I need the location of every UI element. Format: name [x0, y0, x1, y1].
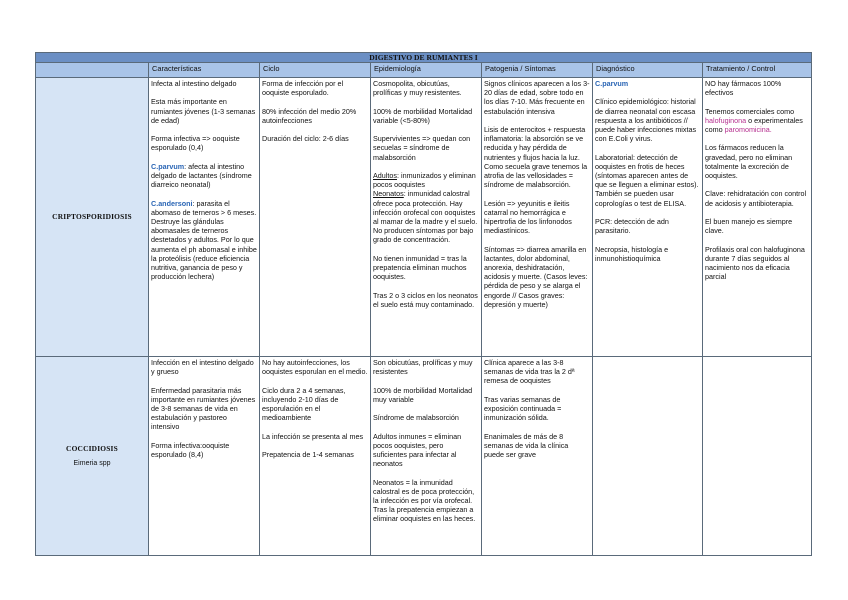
text	[373, 171, 479, 189]
digestive-table	[35, 52, 812, 556]
text: Forma infectiva:ooquiste esporulado (8,4)	[151, 440, 230, 459]
species-name: C.andersoni	[151, 198, 193, 208]
text: Ciclo dura 2 a 4 semanas, incluyendo 2-10 días de esporulación en el medioambiente	[262, 385, 346, 423]
text: Prepatencia de 1-4 semanas	[262, 449, 354, 459]
text: Clave: rehidratación con control de acidosis y antibioterapia.	[705, 189, 807, 208]
row-label-cocci	[36, 357, 149, 556]
text: Forma de infección por el ooquiste esporulado.	[262, 79, 344, 98]
species-name: C.parvum	[595, 79, 629, 88]
text: Clínica aparece a las 3-8 semanas de vida tras la 2 dª remesa de ooquistes	[484, 358, 575, 386]
crypto-diagnostico	[593, 78, 703, 357]
species-name: C.parvum	[151, 161, 185, 171]
cocci-ciclo	[260, 357, 371, 556]
text	[151, 162, 257, 190]
text: Necropsia, histología e inmunohistioquímica	[595, 244, 669, 263]
text	[151, 199, 257, 282]
header-patogenia: Patogenia / Síntomas	[482, 63, 593, 78]
text: Signos clínicos aparecen a los 3-20 días de edad, sobre todo en los días 7-10. Más frecuente en estabulación intensiva	[484, 79, 590, 116]
text: Lesión => yeyunitis e ileitis catarral no hemorrágica e hipertrofia de los linfonodos mediastínicos.	[484, 198, 572, 236]
cocci-tratamiento	[703, 357, 812, 556]
text	[705, 107, 809, 135]
disease-name: CRIPTOSPORIDIOSIS	[52, 212, 132, 222]
text: : afecta al intestino delgado de lactantes (síndrome diarreico neonatal)	[151, 161, 252, 190]
text: o experimentales como	[705, 115, 803, 134]
crypto-patogenia	[482, 78, 593, 357]
header-tratamiento: Tratamiento / Control	[703, 63, 812, 78]
text: Profilaxis oral con halofuginona durante 7 días seguidos al nacimiento nos da eficacia parcial	[705, 244, 805, 282]
underlined-term: Adultos	[373, 170, 397, 180]
text: Forma infectiva => ooquiste esporulado (0,4)	[151, 134, 240, 153]
text: : parasita el abomaso de terneros > 6 meses. Destruye las glándulas abomasales de terneros destetados y adultos. Por lo que aumenta el ph abomasal e inhibe la proteólisis (reduce eficiencia nutritiva, ganancia de peso y producción lechera)	[151, 198, 257, 282]
cocci-patogenia	[482, 357, 593, 556]
text: Los fármacos reducen la gravedad, pero no eliminan totalmente la excreción de ooquistes.	[705, 143, 793, 180]
text: El buen manejo es siempre clave.	[705, 216, 793, 236]
text: 100% de morbilidad Mortalidad variable (<5-80%)	[373, 106, 473, 125]
crypto-tratamiento	[703, 78, 812, 357]
drug-name: halofuginona	[705, 115, 747, 125]
text: 100% de morbilidad Mortalidad muy variable	[373, 385, 473, 404]
text: : inmunidad calostral ofrece poca protección. Hay infección orofecal con ooquistes al mamar de la madre y el suelo. No producen síntomas por bajo grado de concentración.	[373, 189, 478, 245]
text: Duración del ciclo: 2-6 días	[262, 134, 349, 144]
text: La infección se presenta al mes	[262, 431, 364, 441]
table-row	[36, 78, 812, 357]
disease-name: COCCIDIOSIS	[66, 443, 118, 453]
crypto-ciclo	[260, 78, 371, 357]
text: Enfermedad parasitaria más importante en rumiantes jóvenes de 3-8 semanas de vida en estabulación y pastoreo intensivo	[151, 385, 256, 432]
text: Infecta al intestino delgado	[151, 79, 237, 88]
row-label-crypto	[36, 78, 149, 357]
cocci-caracteristicas	[149, 357, 260, 556]
text: Clínico epidemiológico: historial de diarrea neonatal con escasa respuesta a los antibióticos // puede haber infecciones mixtas con E.Coli y virus.	[595, 97, 697, 144]
header-caracteristicas: Características	[149, 63, 260, 78]
text: Neonatos = la inmunidad calostral es de poca protección, la infección es por vía orofecal. Tras la prepatencia empiezan a eliminar ooquistes en las heces.	[373, 477, 476, 524]
cocci-diagnostico	[593, 357, 703, 556]
header-ciclo: Ciclo	[260, 63, 371, 78]
text: : inmunizados y eliminan pocos ooquistes	[373, 170, 476, 190]
text: Síndrome de malabsorción	[373, 413, 459, 423]
corner-header	[36, 63, 149, 78]
header-diagnostico: Diagnóstico	[593, 63, 703, 78]
text: Cosmopolita, obicutúas, prolíficas y muy resistentes.	[373, 79, 462, 98]
disease-genus: Eimeria spp	[73, 460, 111, 467]
text: Enanimales de más de 8 semanas de vida la clínica puede ser grave	[484, 431, 569, 459]
table-title: DIGESTIVO DE RUMIANTES I	[36, 53, 812, 63]
text: Son obicutúas, prolíficas y muy resistentes	[373, 358, 473, 377]
text: PCR: detección de adn parasitario.	[595, 217, 669, 236]
text: Síntomas => diarrea amarilla en lactantes, dolor abdominal, anorexia, deshidratación, acidosis y muerte. (Casos leves: pérdida de peso y se alarga el engorde // Casos graves: depresión y muerte)	[484, 244, 588, 309]
text: Tras varias semanas de exposición continuada = inmunización sólida.	[484, 394, 562, 423]
text: Laboratorial: detección de ooquistes en frotis de heces (síntomas aparecen antes de que se lleguen a eliminar estos). También se pueden usar coprologías o test de ELISA.	[595, 152, 699, 208]
text: Supervivientes => quedan con secuelas = síndrome de malabsorción	[373, 134, 471, 162]
text: Lisis de enterocitos + respuesta inflamatoria: la absorción se ve reducida y hay pérdida de nutrientes y flujos hacia la luz. Como secuela grave tenemos la atrofia de las vellosidades = síndrome de malabsorción.	[484, 125, 588, 190]
drug-name: paromomicina.	[724, 125, 772, 134]
crypto-epidemiologia	[371, 78, 482, 357]
text: Adultos inmunes = eliminan pocos ooquistes, pero suficientes para infectar al neonatos	[373, 431, 462, 469]
underlined-term: Neonatos	[373, 189, 404, 199]
text: NO hay fármacos 100% efectivos	[705, 79, 782, 98]
text	[373, 189, 479, 244]
text: Tras 2 o 3 ciclos en los neonatos el suelo está muy contaminado.	[373, 290, 478, 309]
text: No hay autoinfecciones, los ooquistes esporulan en el medio.	[262, 358, 368, 377]
crypto-caracteristicas	[149, 78, 260, 357]
text: 80% infección del medio 20% autoinfecciones	[262, 106, 357, 125]
cocci-epidemiologia	[371, 357, 482, 556]
header-epidemiologia: Epidemiología	[371, 63, 482, 78]
text: Infección en el intestino delgado y grueso	[151, 358, 254, 377]
text: Tenemos comerciales como	[705, 106, 795, 116]
table-row	[36, 357, 812, 556]
text: Esta más importante en rumiantes jóvenes (1-3 semanas de edad)	[151, 97, 256, 125]
text: No tienen inmunidad = tras la prepatencia eliminan muchos ooquistes.	[373, 253, 467, 282]
